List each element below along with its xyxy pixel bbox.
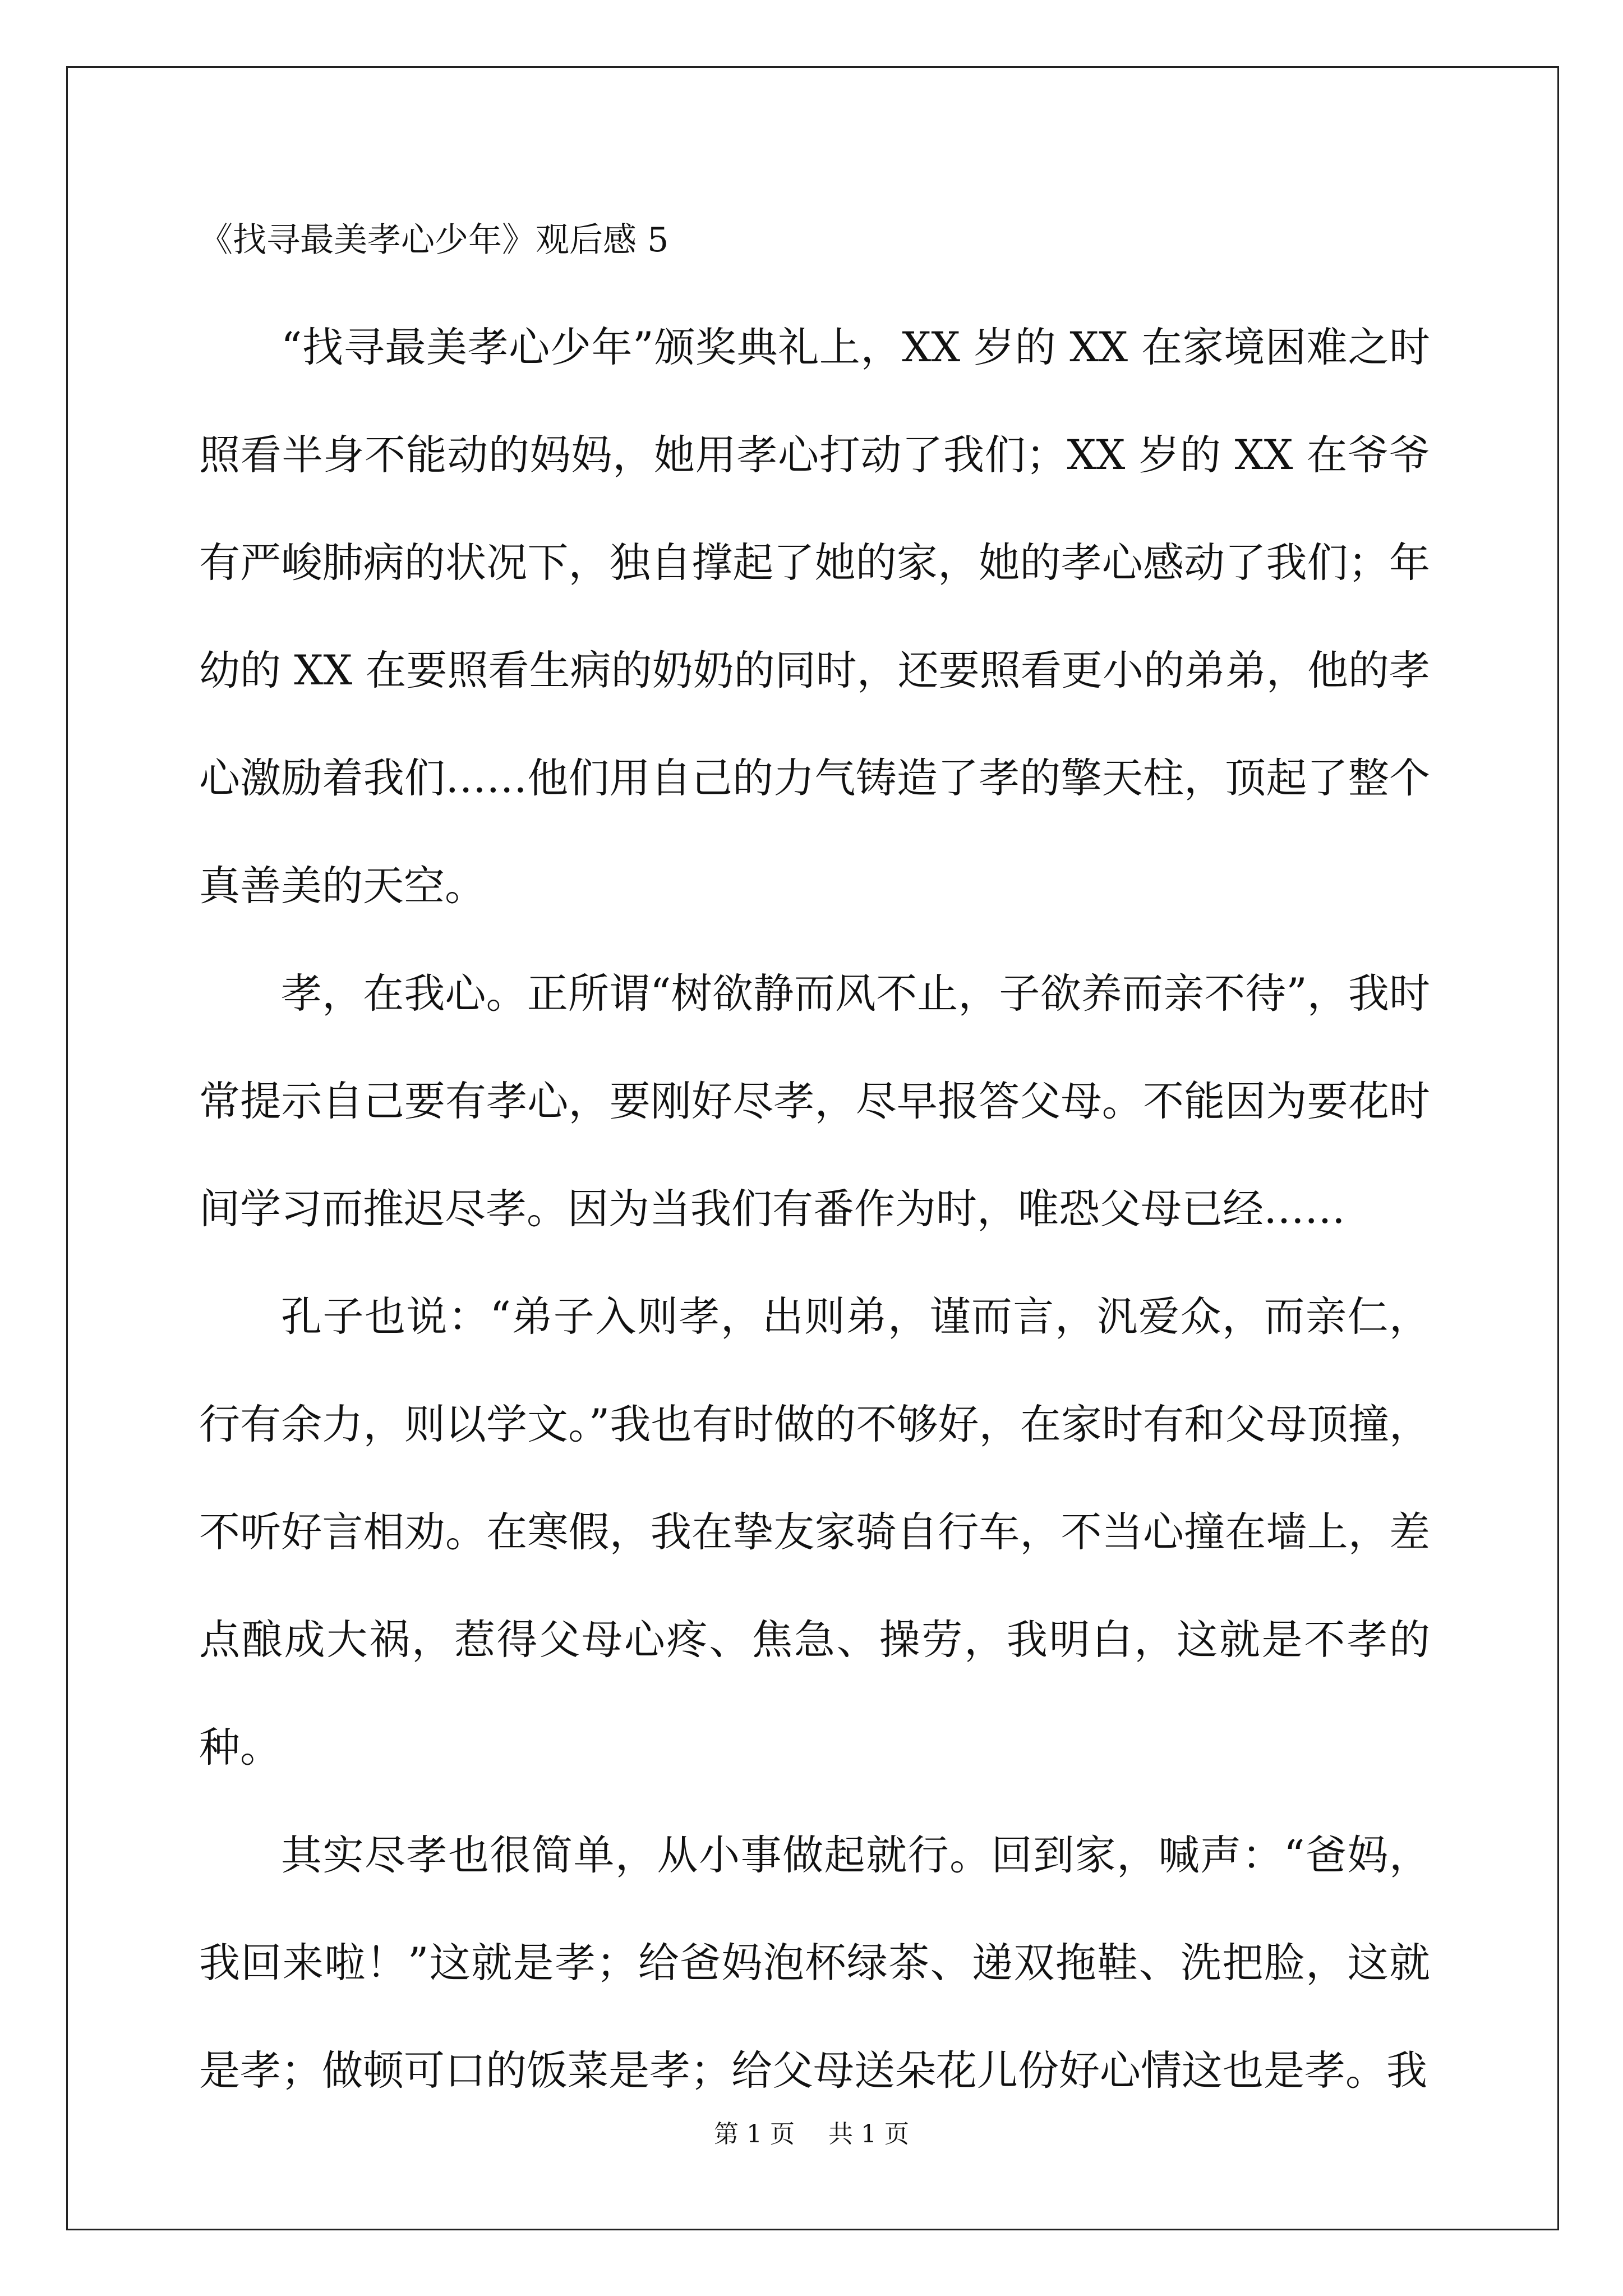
- paragraph-1: “找寻最美孝心少年”颁奖典礼上，XX 岁的 XX 在家境困难之时照看半身不能动的妈妈，她用孝心打动了我们；XX 岁的 XX 在爷爷有严峻肺病的状况下，独自撑起了她的家，她的孝心感动了我们；年幼的 XX 在要照看生病的奶奶的同时，还要照看更小的弟弟，他的孝心激励着我们……他们用自己的力气铸造了孝的擎天柱，顶起了整个真善美的天空。: [199, 324, 1430, 910]
- page-number: 第 1 页: [714, 2120, 795, 2148]
- paragraph-2: 孝，在我心。正所谓“树欲静而风不止，子欲养而亲不待”，我时常提示自己要有孝心，要刚好尽孝，尽早报答父母。不能因为要花时间学习而推迟尽孝。因为当我们有番作为时，唯恐父母已经……: [199, 970, 1430, 1233]
- page-total: 共 1 页: [828, 2120, 909, 2148]
- document-title: 《找寻最美孝心少年》观后感 5: [199, 220, 669, 260]
- page-footer: [0, 2118, 1623, 2151]
- paragraph-4: 其实尽孝也很简单，从小事做起就行。回到家，喊声：“爸妈，我回来啦！”这就是孝；给爸妈泡杯绿茶、递双拖鞋、洗把脸，这就是孝；做顿可口的饭菜是孝；给父母送朵花儿份好心情这也是孝。我: [199, 1832, 1430, 2095]
- document-body: [199, 213, 1430, 2125]
- paragraph-3: 孔子也说：“弟子入则孝，出则弟，谨而言，汎爱众，而亲仁，行有余力，则以学文。”我也有时做的不够好，在家时有和父母顶撞，不听好言相劝。在寒假，我在挚友家骑自行车，不当心撞在墙上，差点酿成大祸，惹得父母心疼、焦急、操劳，我明白，这就是不孝的种。: [199, 1293, 1430, 1772]
